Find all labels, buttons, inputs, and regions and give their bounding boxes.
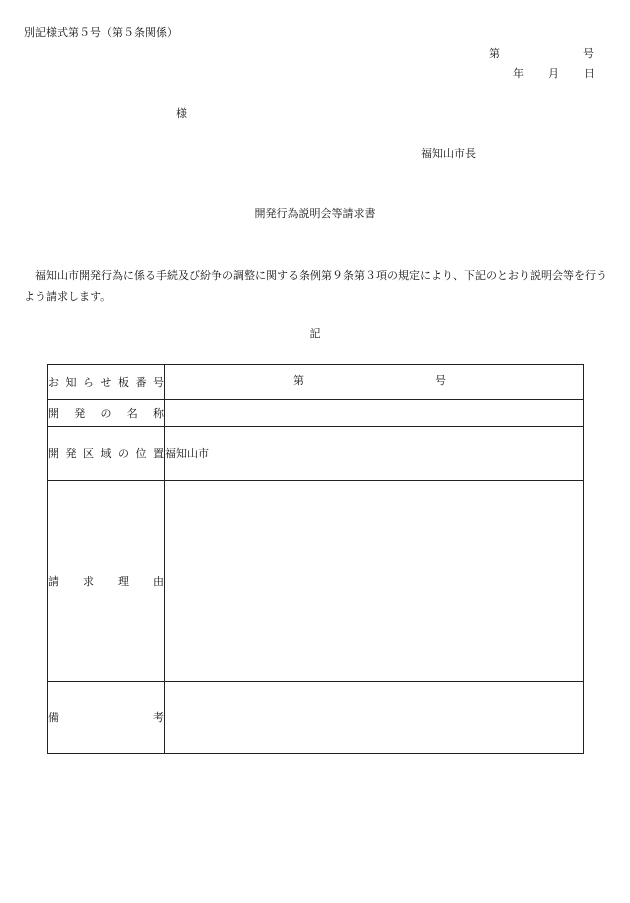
label-char: 開 xyxy=(48,406,59,420)
notice-board-number-field[interactable] xyxy=(165,365,584,400)
label-char: 請 xyxy=(48,574,59,588)
request-form-table xyxy=(47,364,584,754)
development-name-field[interactable] xyxy=(165,400,584,427)
label-char: せ xyxy=(100,375,112,389)
table-row xyxy=(48,682,584,754)
label-char: 知 xyxy=(65,375,77,389)
label-char: 備 xyxy=(48,711,59,724)
document-number-dai: 第 xyxy=(489,47,500,60)
row-label xyxy=(48,400,165,427)
label-char: 称 xyxy=(153,406,164,420)
ki-heading: 記 xyxy=(309,327,321,340)
label-char: 考 xyxy=(153,711,164,724)
label-char: 発 xyxy=(65,447,77,460)
request-reason-field[interactable] xyxy=(165,481,584,682)
label-char: 発 xyxy=(74,406,86,420)
value-go: 号 xyxy=(435,374,446,387)
label-char: 理 xyxy=(118,574,129,588)
label-char: 求 xyxy=(83,574,94,588)
document-title: 開発行為説明会等請求書 xyxy=(254,207,376,220)
label-char: ら xyxy=(83,375,94,389)
row-label xyxy=(48,427,165,481)
date-day: 日 xyxy=(584,67,595,80)
remarks-field[interactable] xyxy=(165,682,584,754)
label-char: 板 xyxy=(118,375,129,389)
row-label xyxy=(48,365,165,400)
label-char: 置 xyxy=(153,447,164,460)
value-dai: 第 xyxy=(293,374,304,387)
label-char: 区 xyxy=(83,447,94,460)
addressee-suffix: 様 xyxy=(176,107,187,120)
development-location-field[interactable]: 福知山市 xyxy=(165,427,584,481)
label-char: 番 xyxy=(135,375,147,389)
label-char: 名 xyxy=(126,406,138,420)
sender-name: 福知山市長 xyxy=(421,147,476,160)
table-row xyxy=(48,427,584,481)
label-char: の xyxy=(118,447,129,460)
body-text: 福知山市開発行為に係る手続及び紛争の調整に関する条例第９条第３項の規定により、下記のとおり説明会等を行うよう請求します。 xyxy=(24,269,607,303)
label-char: 開 xyxy=(48,447,59,460)
row-label xyxy=(48,481,165,682)
label-char: 位 xyxy=(135,447,147,460)
label-char: 域 xyxy=(100,447,112,460)
label-char: お xyxy=(48,375,59,389)
document-number-go: 号 xyxy=(583,47,594,60)
table-row xyxy=(48,481,584,682)
table-row xyxy=(48,365,584,400)
date-year: 年 xyxy=(513,67,524,80)
label-char: の xyxy=(100,406,112,420)
row-label xyxy=(48,682,165,754)
date-month: 月 xyxy=(548,67,559,80)
table-row xyxy=(48,400,584,427)
label-char: 号 xyxy=(153,375,164,389)
label-char: 由 xyxy=(153,574,164,588)
form-number-label: 別記様式第５号（第５条関係） xyxy=(24,26,178,39)
